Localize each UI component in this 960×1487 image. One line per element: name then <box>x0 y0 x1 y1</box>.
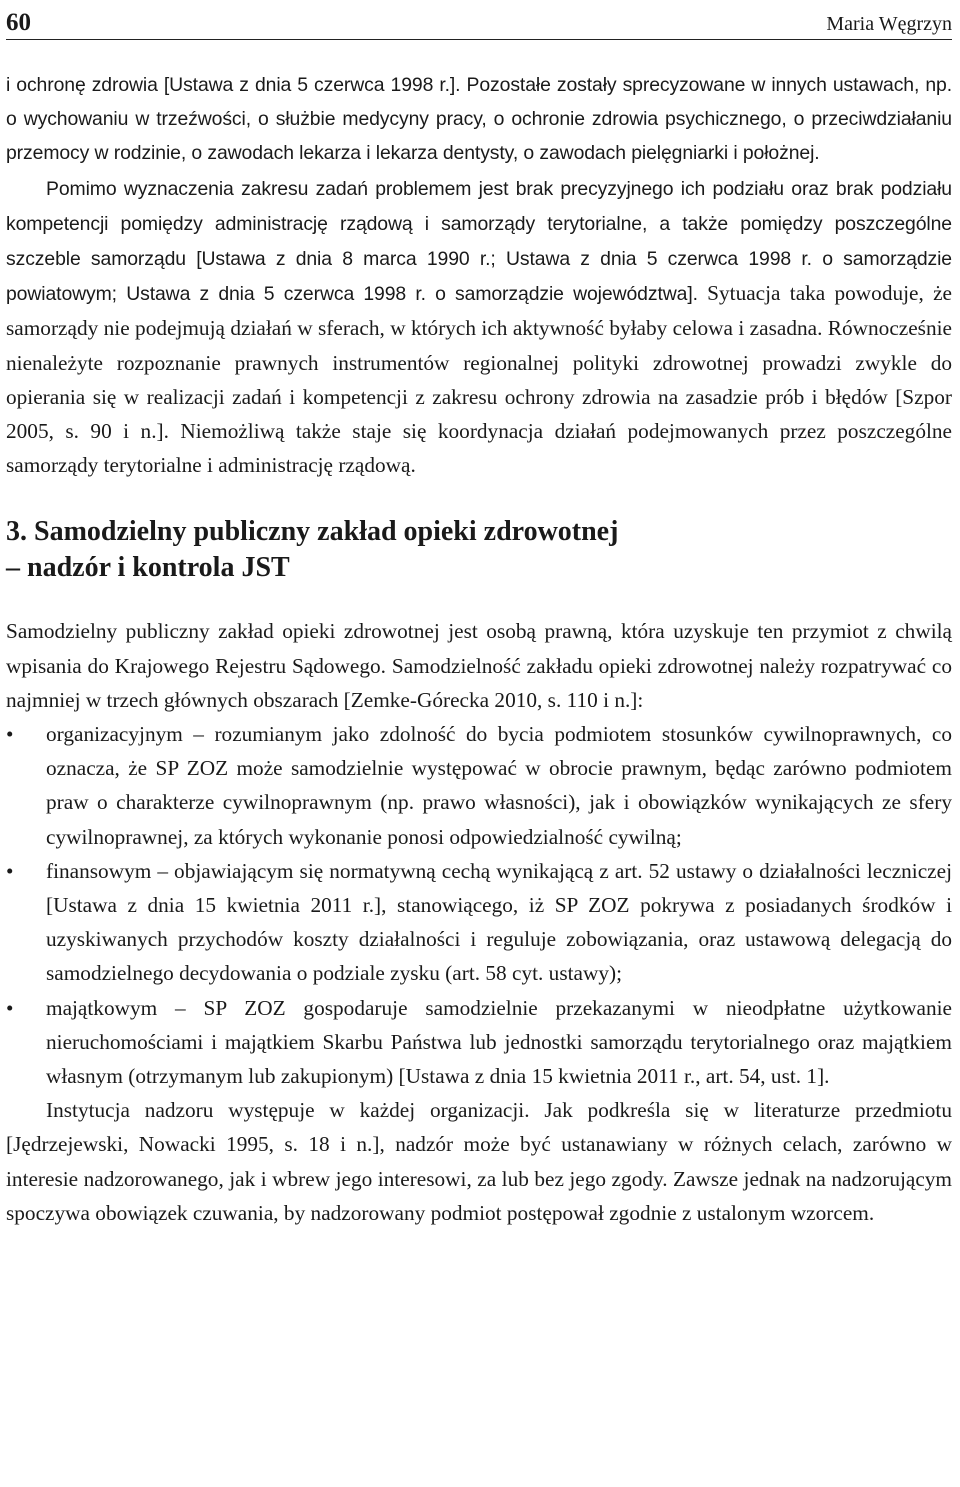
paragraph-intro-continuation: i ochronę zdrowia [Ustawa z dnia 5 czerwca 1998 r.]. Pozostałe zostały sprecyzowane w innych ustawach, np. o wychowaniu w trzeźwości, o służbie medycyny pracy, o ochronie zdrowia psychicznego, o przeciwdziałaniu przemocy w rodzinie, o zawodach lekarza i lekarza dentysty, o zawodach pielęgniarki i położnej. <box>6 74 952 165</box>
paragraph-competencies-sans-part: Pomimo wyznaczenia zakresu zadań problemem jest brak precyzyjnego ich podziału oraz brak podziału kompetencji pomiędzy administrację rządową i samorządy terytorialne, a także pomiędzy poszczególne szczeble samorządu [Ustawa z dnia 8 marca 1990 r.; Ustawa z dnia 5 czerwca 1998 r. o samorządzie powiatowym; Ustawa z dnia 5 czerwca 1998 r. o samorządzie województwa]. <box>6 177 952 306</box>
closing-paragraph: Instytucja nadzoru występuje w każdej organizacji. Jak podkreśla się w literaturze przedmiotu [Jędrzejewski, Nowacki 1995, s. 18 i n.], nadzór może być ustanawiany w różnych celach, zarówno w interesie nadzorowanego, jak i wbrew jego interesowi, za lub bez jego zgody. Zawsze jednak na nadzorującym spoczywa obowiązek czuwania, by nadzorowany podmiot postępował zgodnie z ustalonym wzorcem. <box>6 1098 952 1225</box>
page-body <box>6 68 952 1230</box>
list-item-text: organizacyjnym – rozumianym jako zdolność do bycia podmiotem stosunków cywilnoprawnych, co oznacza, że SP ZOZ może samodzielnie występować w obrocie prawnym, będąc zarówno podmiotem praw o charakterze cywilnoprawnym (np. prawo własności), jak i obowiązków wynikających ze sfery cywilnoprawnej, za których wykonanie ponosi odpowiedzialność cywilną; <box>46 722 952 849</box>
paragraph-competencies <box>6 171 952 483</box>
list-item <box>6 717 952 854</box>
bullet-marker: • <box>6 722 14 747</box>
section-heading <box>6 514 952 586</box>
list-item-text: majątkowym – SP ZOZ gospodaruje samodzielnie przekazanymi w nieodpłatne użytkowanie nieruchomościami i majątkiem Skarbu Państwa lub jednostki samorządu terytorialnego oraz majątkiem własnym (otrzymanym lub zakupionym) [Ustawa z dnia 15 kwietnia 2011 r., art. 54, ust. 1]. <box>46 995 952 1089</box>
list-item-text: finansowym – objawiającym się normatywną cechą wynikającą z art. 52 ustawy o działalności leczniczej [Ustawa z dnia 15 kwietnia 2011 r.], stanowiącego, iż SP ZOZ pokrywa z posiadanych środków i uzyskiwanych przychodów koszty działalności i reguluje zobowiązania, oraz ustawową delegacją do samodzielnego decydowania o podziale zysku (art. 58 cyt. ustawy); <box>46 858 952 986</box>
list-item <box>6 854 952 991</box>
bullet-marker: • <box>6 858 14 883</box>
section-heading-line1: 3. Samodzielny publiczny zakład opieki zdrowotnej <box>6 516 619 548</box>
running-header <box>6 0 952 40</box>
list-item <box>6 991 952 1094</box>
running-header-author: Maria Węgrzyn <box>826 13 952 35</box>
bullet-marker: • <box>6 995 14 1020</box>
page-number: 60 <box>6 9 31 36</box>
autonomy-areas-list <box>6 717 952 1093</box>
section-intro-paragraph: Samodzielny publiczny zakład opieki zdrowotnej jest osobą prawną, która uzyskuje ten przymiot z chwilą wpisania do Krajowego Rejestru Sądowego. Samodzielność zakładu opieki zdrowotnej należy rozpatrywać co najmniej w trzech głównych obszarach [Zemke-Górecka 2010, s. 110 i n.]: <box>6 619 952 712</box>
paragraph-competencies-serif-part: Sytuacja taka powoduje, że samorządy nie podejmują działań w sferach, w których ich aktywność byłaby celowa i zasadna. Równocześnie nienależyte rozpoznanie prawnych instrumentów regionalnej polityki zdrowotnej prowadzi zwykle do opierania się w realizacji zadań i kompetencji z zakresu ochrony zdrowia na zasadzie prób i błędów [Szpor 2005, s. 90 i n.]. Niemożliwą także staje się koordynacja działań podejmowanych przez poszczególne samorządy terytorialne i administrację rządową. <box>6 281 952 478</box>
section-heading-line2: – nadzór i kontrola JST <box>6 552 290 584</box>
